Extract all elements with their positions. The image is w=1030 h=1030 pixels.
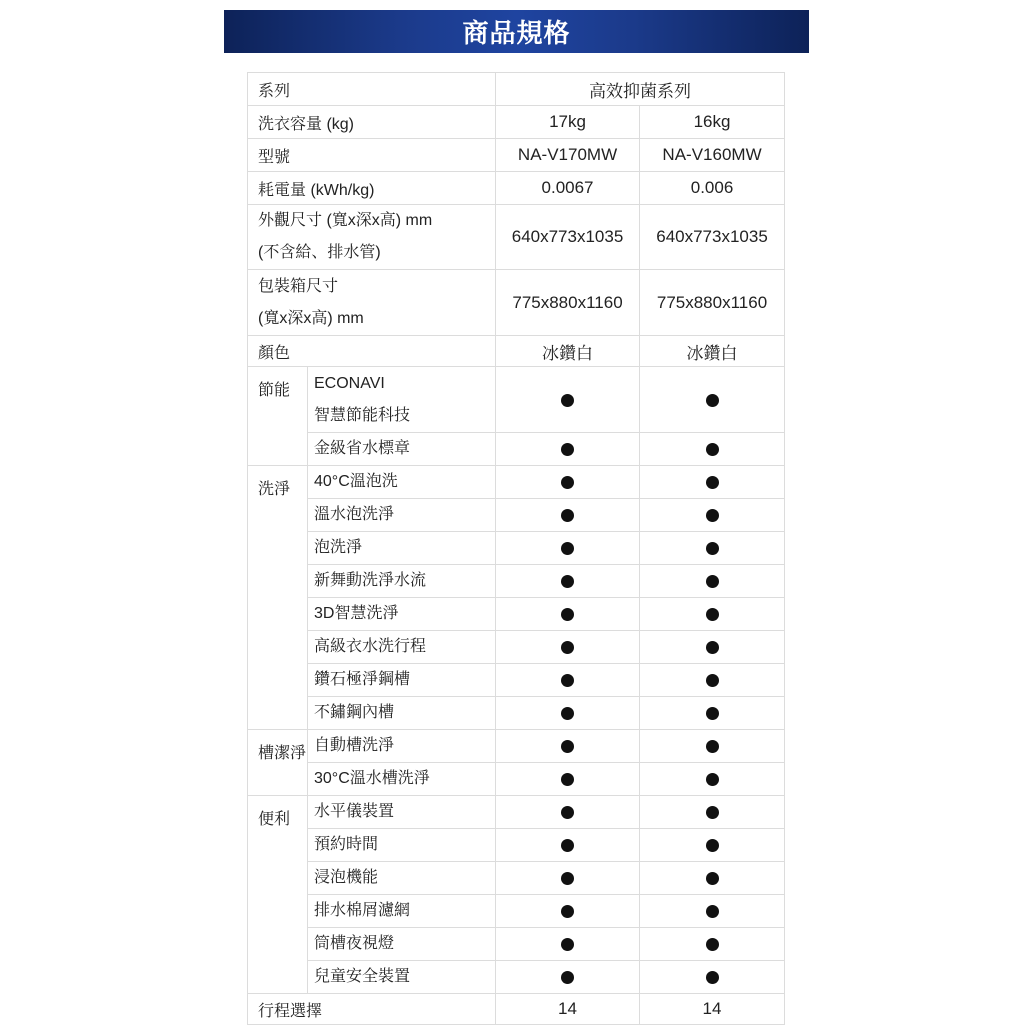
feature-item: 30°C溫水槽洗淨 (308, 763, 496, 796)
feature-row (248, 532, 785, 565)
filled-circle-icon (706, 806, 719, 819)
power-b: 0.006 (640, 172, 785, 205)
row-capacity (248, 106, 785, 139)
filled-circle-icon (706, 707, 719, 720)
filled-circle-icon (706, 575, 719, 588)
feature-row (248, 367, 785, 433)
feature-row (248, 499, 785, 532)
row-color (248, 336, 785, 367)
color-a: 冰鑽白 (496, 336, 640, 367)
filled-circle-icon (706, 740, 719, 753)
feature-item: 自動槽洗淨 (308, 730, 496, 763)
series-value: 高效抑菌系列 (496, 73, 785, 106)
feature-row (248, 829, 785, 862)
filled-circle-icon (561, 476, 574, 489)
row-series (248, 73, 785, 106)
trip-a: 14 (496, 994, 640, 1025)
series-label: 系列 (248, 73, 496, 106)
filled-circle-icon (706, 641, 719, 654)
feature-row (248, 466, 785, 499)
box-label-line2: (寬x深x高) mm (258, 309, 364, 327)
model-a: NA-V170MW (496, 139, 640, 172)
filled-circle-icon (561, 542, 574, 555)
row-trip (248, 994, 785, 1025)
feature-row (248, 730, 785, 763)
feature-item: 40°C溫泡洗 (308, 466, 496, 499)
row-size (248, 205, 785, 270)
feature-item: 筒槽夜視燈 (308, 928, 496, 961)
category-tub: 槽潔淨 (248, 730, 308, 796)
feature-row (248, 433, 785, 466)
size-a: 640x773x1035 (496, 205, 640, 270)
row-power (248, 172, 785, 205)
spec-table (247, 72, 785, 1025)
feature-item: 排水棉屑濾網 (308, 895, 496, 928)
feature-row (248, 631, 785, 664)
feature-row (248, 565, 785, 598)
filled-circle-icon (706, 905, 719, 918)
filled-circle-icon (561, 773, 574, 786)
feature-item: 水平儀裝置 (308, 796, 496, 829)
feature-econavi-line2: 智慧節能科技 (314, 406, 411, 424)
filled-circle-icon (706, 608, 719, 621)
filled-circle-icon (561, 394, 574, 407)
feature-row (248, 862, 785, 895)
size-b: 640x773x1035 (640, 205, 785, 270)
feature-row (248, 928, 785, 961)
color-label: 顏色 (248, 336, 496, 367)
feature-row (248, 961, 785, 994)
size-label-cell (248, 205, 496, 270)
filled-circle-icon (561, 443, 574, 456)
feature-row (248, 598, 785, 631)
feature-item: 鑽石極淨鋼槽 (308, 664, 496, 697)
model-label: 型號 (248, 139, 496, 172)
model-b: NA-V160MW (640, 139, 785, 172)
feature-item: 兒童安全裝置 (308, 961, 496, 994)
filled-circle-icon (706, 674, 719, 687)
spec-title: 商品規格 (462, 18, 571, 48)
filled-circle-icon (561, 905, 574, 918)
power-label: 耗電量 (kWh/kg) (248, 172, 496, 205)
feature-item: 不鏽鋼內槽 (308, 697, 496, 730)
feature-water-label: 金級省水標章 (308, 433, 496, 466)
power-a: 0.0067 (496, 172, 640, 205)
filled-circle-icon (561, 872, 574, 885)
feature-econavi-line1: ECONAVI (314, 374, 385, 392)
trip-label: 行程選擇 (248, 994, 496, 1025)
filled-circle-icon (706, 542, 719, 555)
feature-row (248, 697, 785, 730)
category-energy: 節能 (248, 367, 308, 466)
spec-title-banner (224, 10, 809, 53)
row-box (248, 270, 785, 336)
filled-circle-icon (706, 476, 719, 489)
filled-circle-icon (561, 707, 574, 720)
filled-circle-icon (561, 509, 574, 522)
feature-item: 泡洗淨 (308, 532, 496, 565)
feature-item: 預約時間 (308, 829, 496, 862)
filled-circle-icon (561, 575, 574, 588)
feature-item: 新舞動洗淨水流 (308, 565, 496, 598)
feature-item: 浸泡機能 (308, 862, 496, 895)
feature-item: 溫水泡洗淨 (308, 499, 496, 532)
filled-circle-icon (706, 971, 719, 984)
filled-circle-icon (706, 938, 719, 951)
capacity-b: 16kg (640, 106, 785, 139)
filled-circle-icon (561, 839, 574, 852)
filled-circle-icon (561, 740, 574, 753)
size-label-line1: 外觀尺寸 (寬x深x高) mm (258, 212, 433, 229)
row-model (248, 139, 785, 172)
filled-circle-icon (561, 806, 574, 819)
feature-item: 高級衣水洗行程 (308, 631, 496, 664)
feature-row (248, 763, 785, 796)
feature-row (248, 895, 785, 928)
feature-row (248, 796, 785, 829)
size-label-line2: (不含給、排水管) (258, 244, 381, 261)
filled-circle-icon (706, 509, 719, 522)
box-b: 775x880x1160 (640, 270, 785, 336)
feature-row (248, 664, 785, 697)
box-label-cell (248, 270, 496, 336)
category-convenience: 便利 (248, 796, 308, 994)
color-b: 冰鑽白 (640, 336, 785, 367)
box-label-line1: 包裝箱尺寸 (258, 277, 339, 295)
category-wash: 洗淨 (248, 466, 308, 730)
capacity-label: 洗衣容量 (kg) (248, 106, 496, 139)
filled-circle-icon (706, 443, 719, 456)
feature-item: 3D智慧洗淨 (308, 598, 496, 631)
filled-circle-icon (706, 394, 719, 407)
filled-circle-icon (561, 674, 574, 687)
filled-circle-icon (706, 839, 719, 852)
trip-b: 14 (640, 994, 785, 1025)
filled-circle-icon (561, 641, 574, 654)
capacity-a: 17kg (496, 106, 640, 139)
filled-circle-icon (561, 938, 574, 951)
feature-econavi (308, 367, 496, 433)
filled-circle-icon (561, 971, 574, 984)
filled-circle-icon (706, 773, 719, 786)
filled-circle-icon (561, 608, 574, 621)
box-a: 775x880x1160 (496, 270, 640, 336)
filled-circle-icon (706, 872, 719, 885)
